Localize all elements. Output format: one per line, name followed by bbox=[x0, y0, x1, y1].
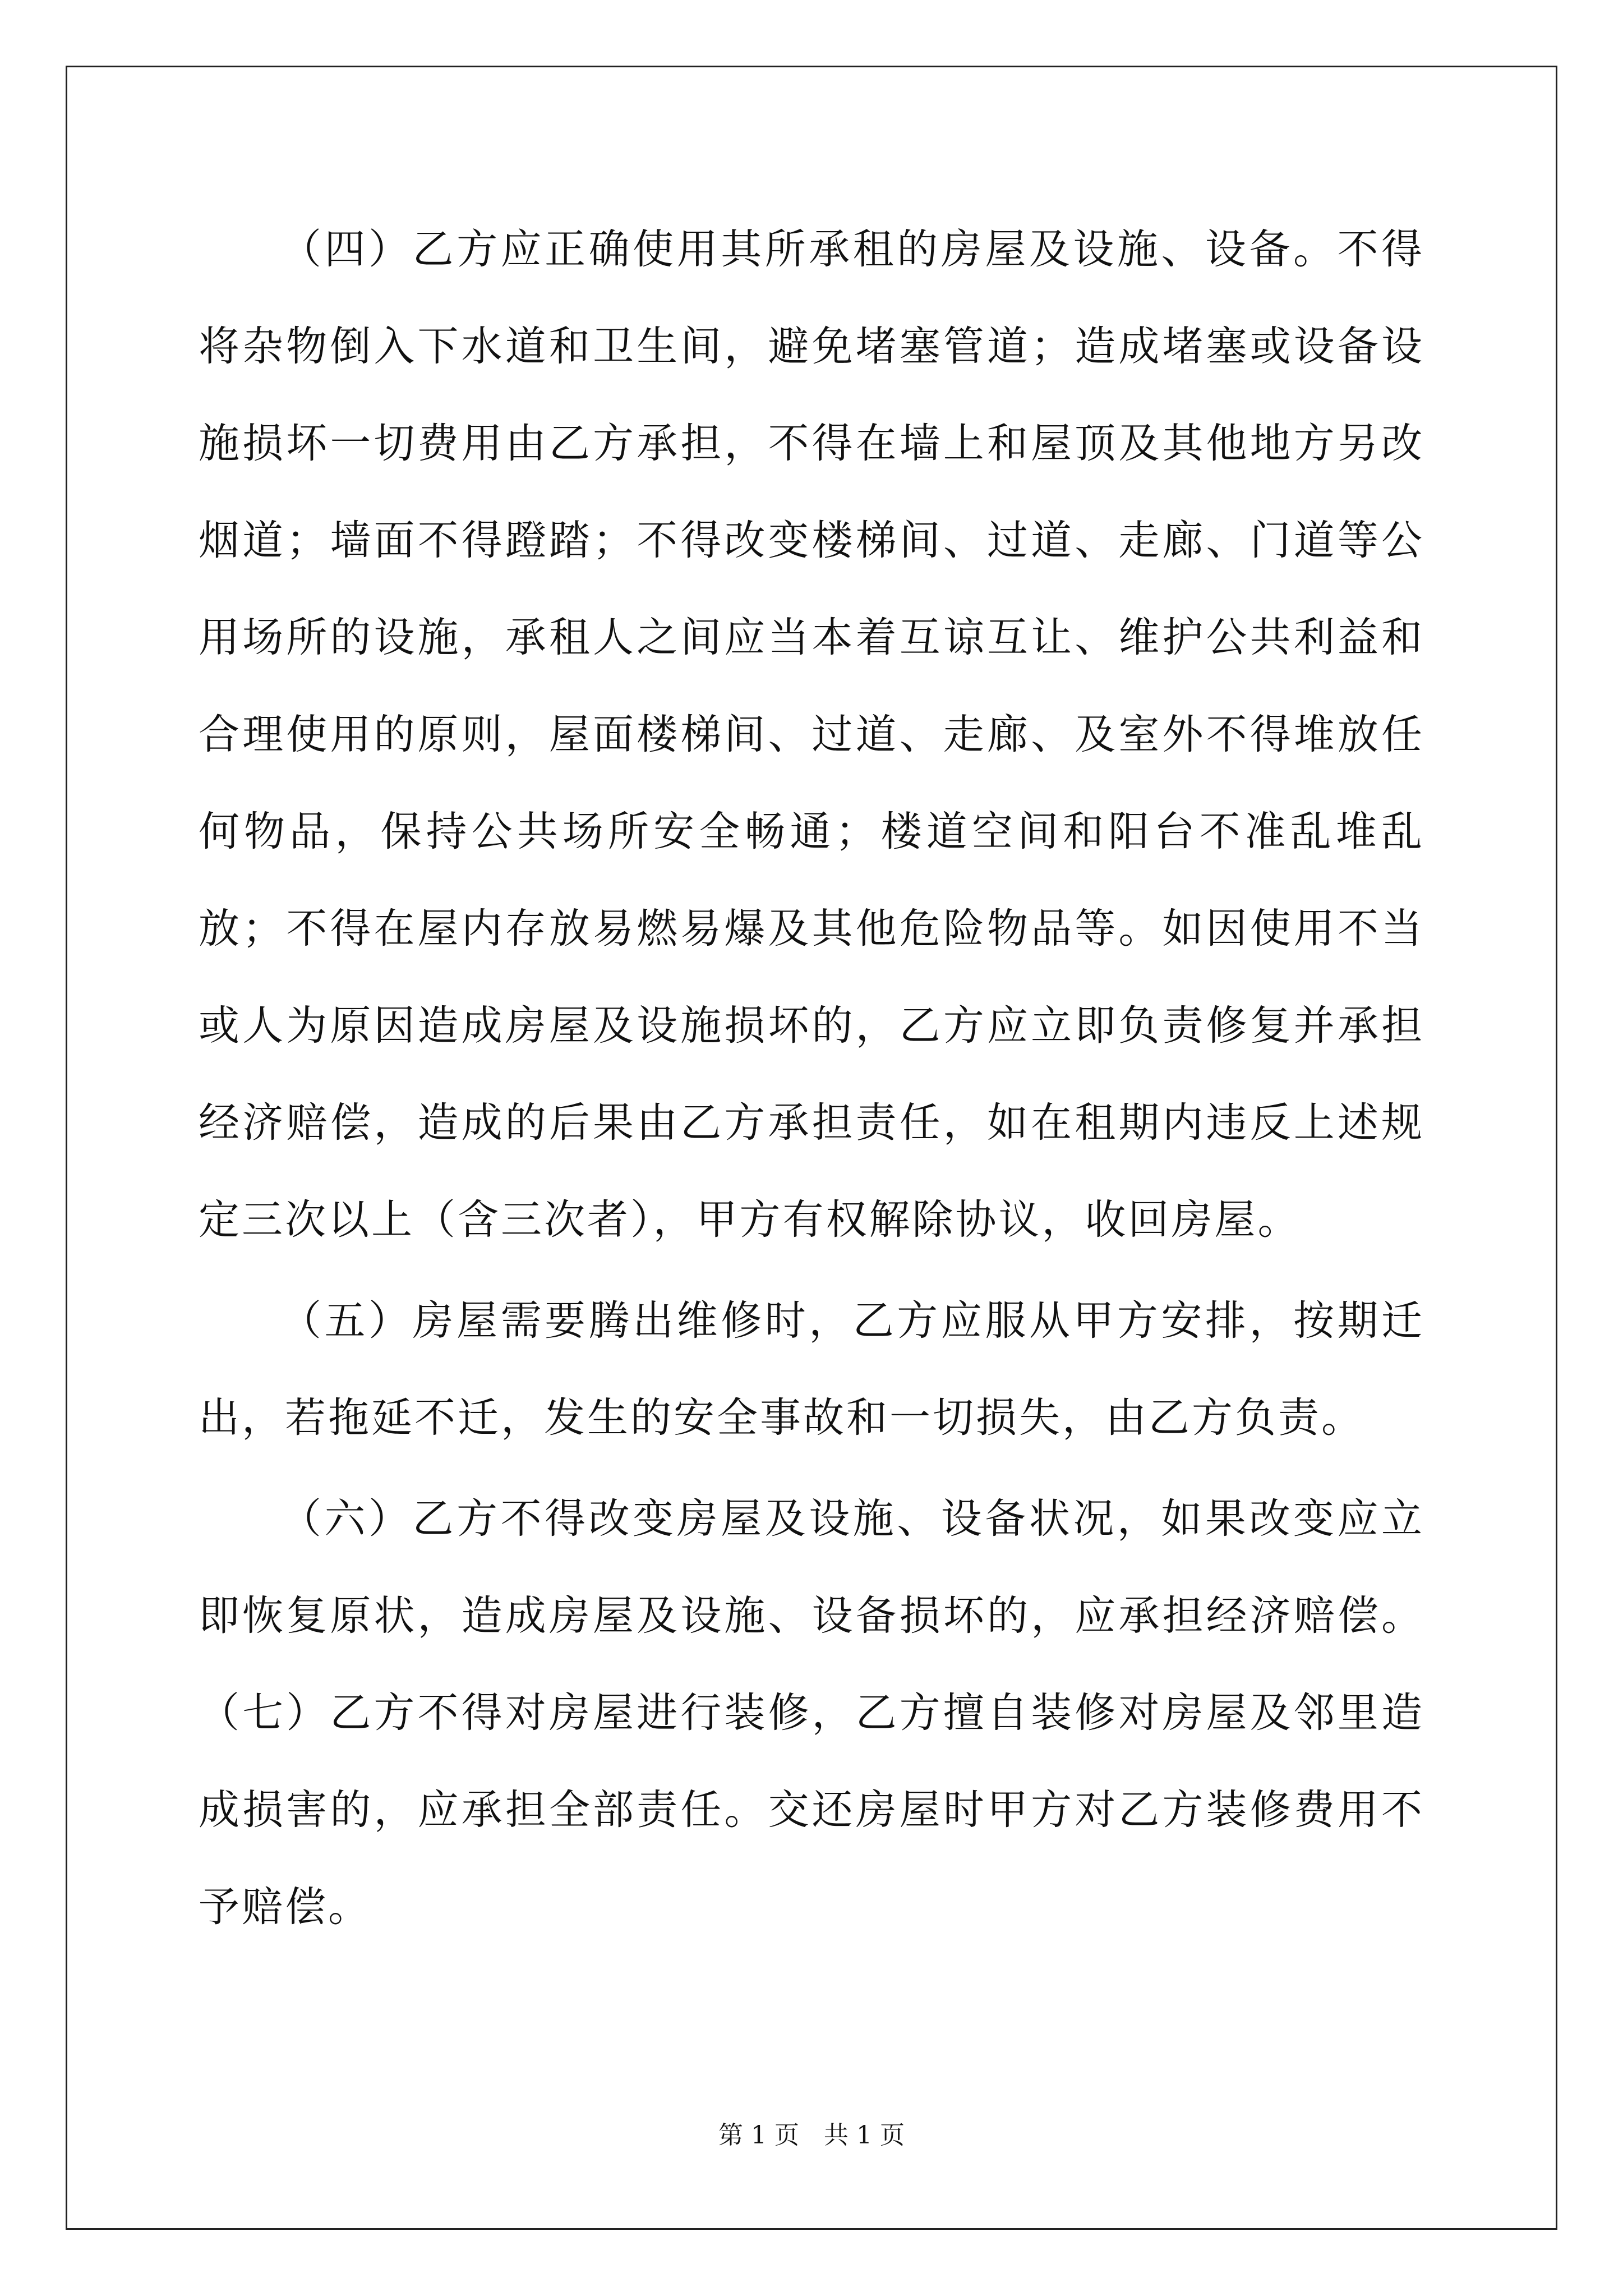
paragraph-4: （四）乙方应正确使用其所承租的房屋及设施、设备。不得将杂物倒入下水道和卫生间，避免堵塞管道；造成堵塞或设备设施损坏一切费用由乙方承担，不得在墙上和屋顶及其他地方另改烟道；墙面不得蹬踏；不得改变楼梯间、过道、走廊、门道等公用场所的设施，承租人之间应当本着互谅互让、维护公共利益和合理使用的原则，屋面楼梯间、过道、走廊、及室外不得堆放任何物品，保持公共场所安全畅通；楼道空间和阳台不准乱堆乱放；不得在屋内存放易燃易爆及其他危险物品等。如因使用不当或人为原因造成房屋及设施损坏的，乙方应立即负责修复并承担经济赔偿，造成的后果由乙方承担责任，如在租期内违反上述规定三次以上（含三次者），甲方有权解除协议，收回房屋。 bbox=[199, 226, 1424, 1244]
document-body bbox=[199, 201, 1424, 1959]
page-number: 第 1 页 共 1 页 bbox=[718, 2121, 905, 2150]
paragraph-6: （六）乙方不得改变房屋及设施、设备状况，如果改变应立即恢复原状，造成房屋及设施、设备损坏的，应承担经济赔偿。（七）乙方不得对房屋进行装修，乙方擅自装修对房屋及邻里造成损害的，应承担全部责任。交还房屋时甲方对乙方装修费用不予赔偿。 bbox=[199, 1495, 1424, 1931]
paragraph-5: （五）房屋需要腾出维修时，乙方应服从甲方安排，按期迁出，若拖延不迁，发生的安全事故和一切损失，由乙方负责。 bbox=[199, 1297, 1424, 1442]
